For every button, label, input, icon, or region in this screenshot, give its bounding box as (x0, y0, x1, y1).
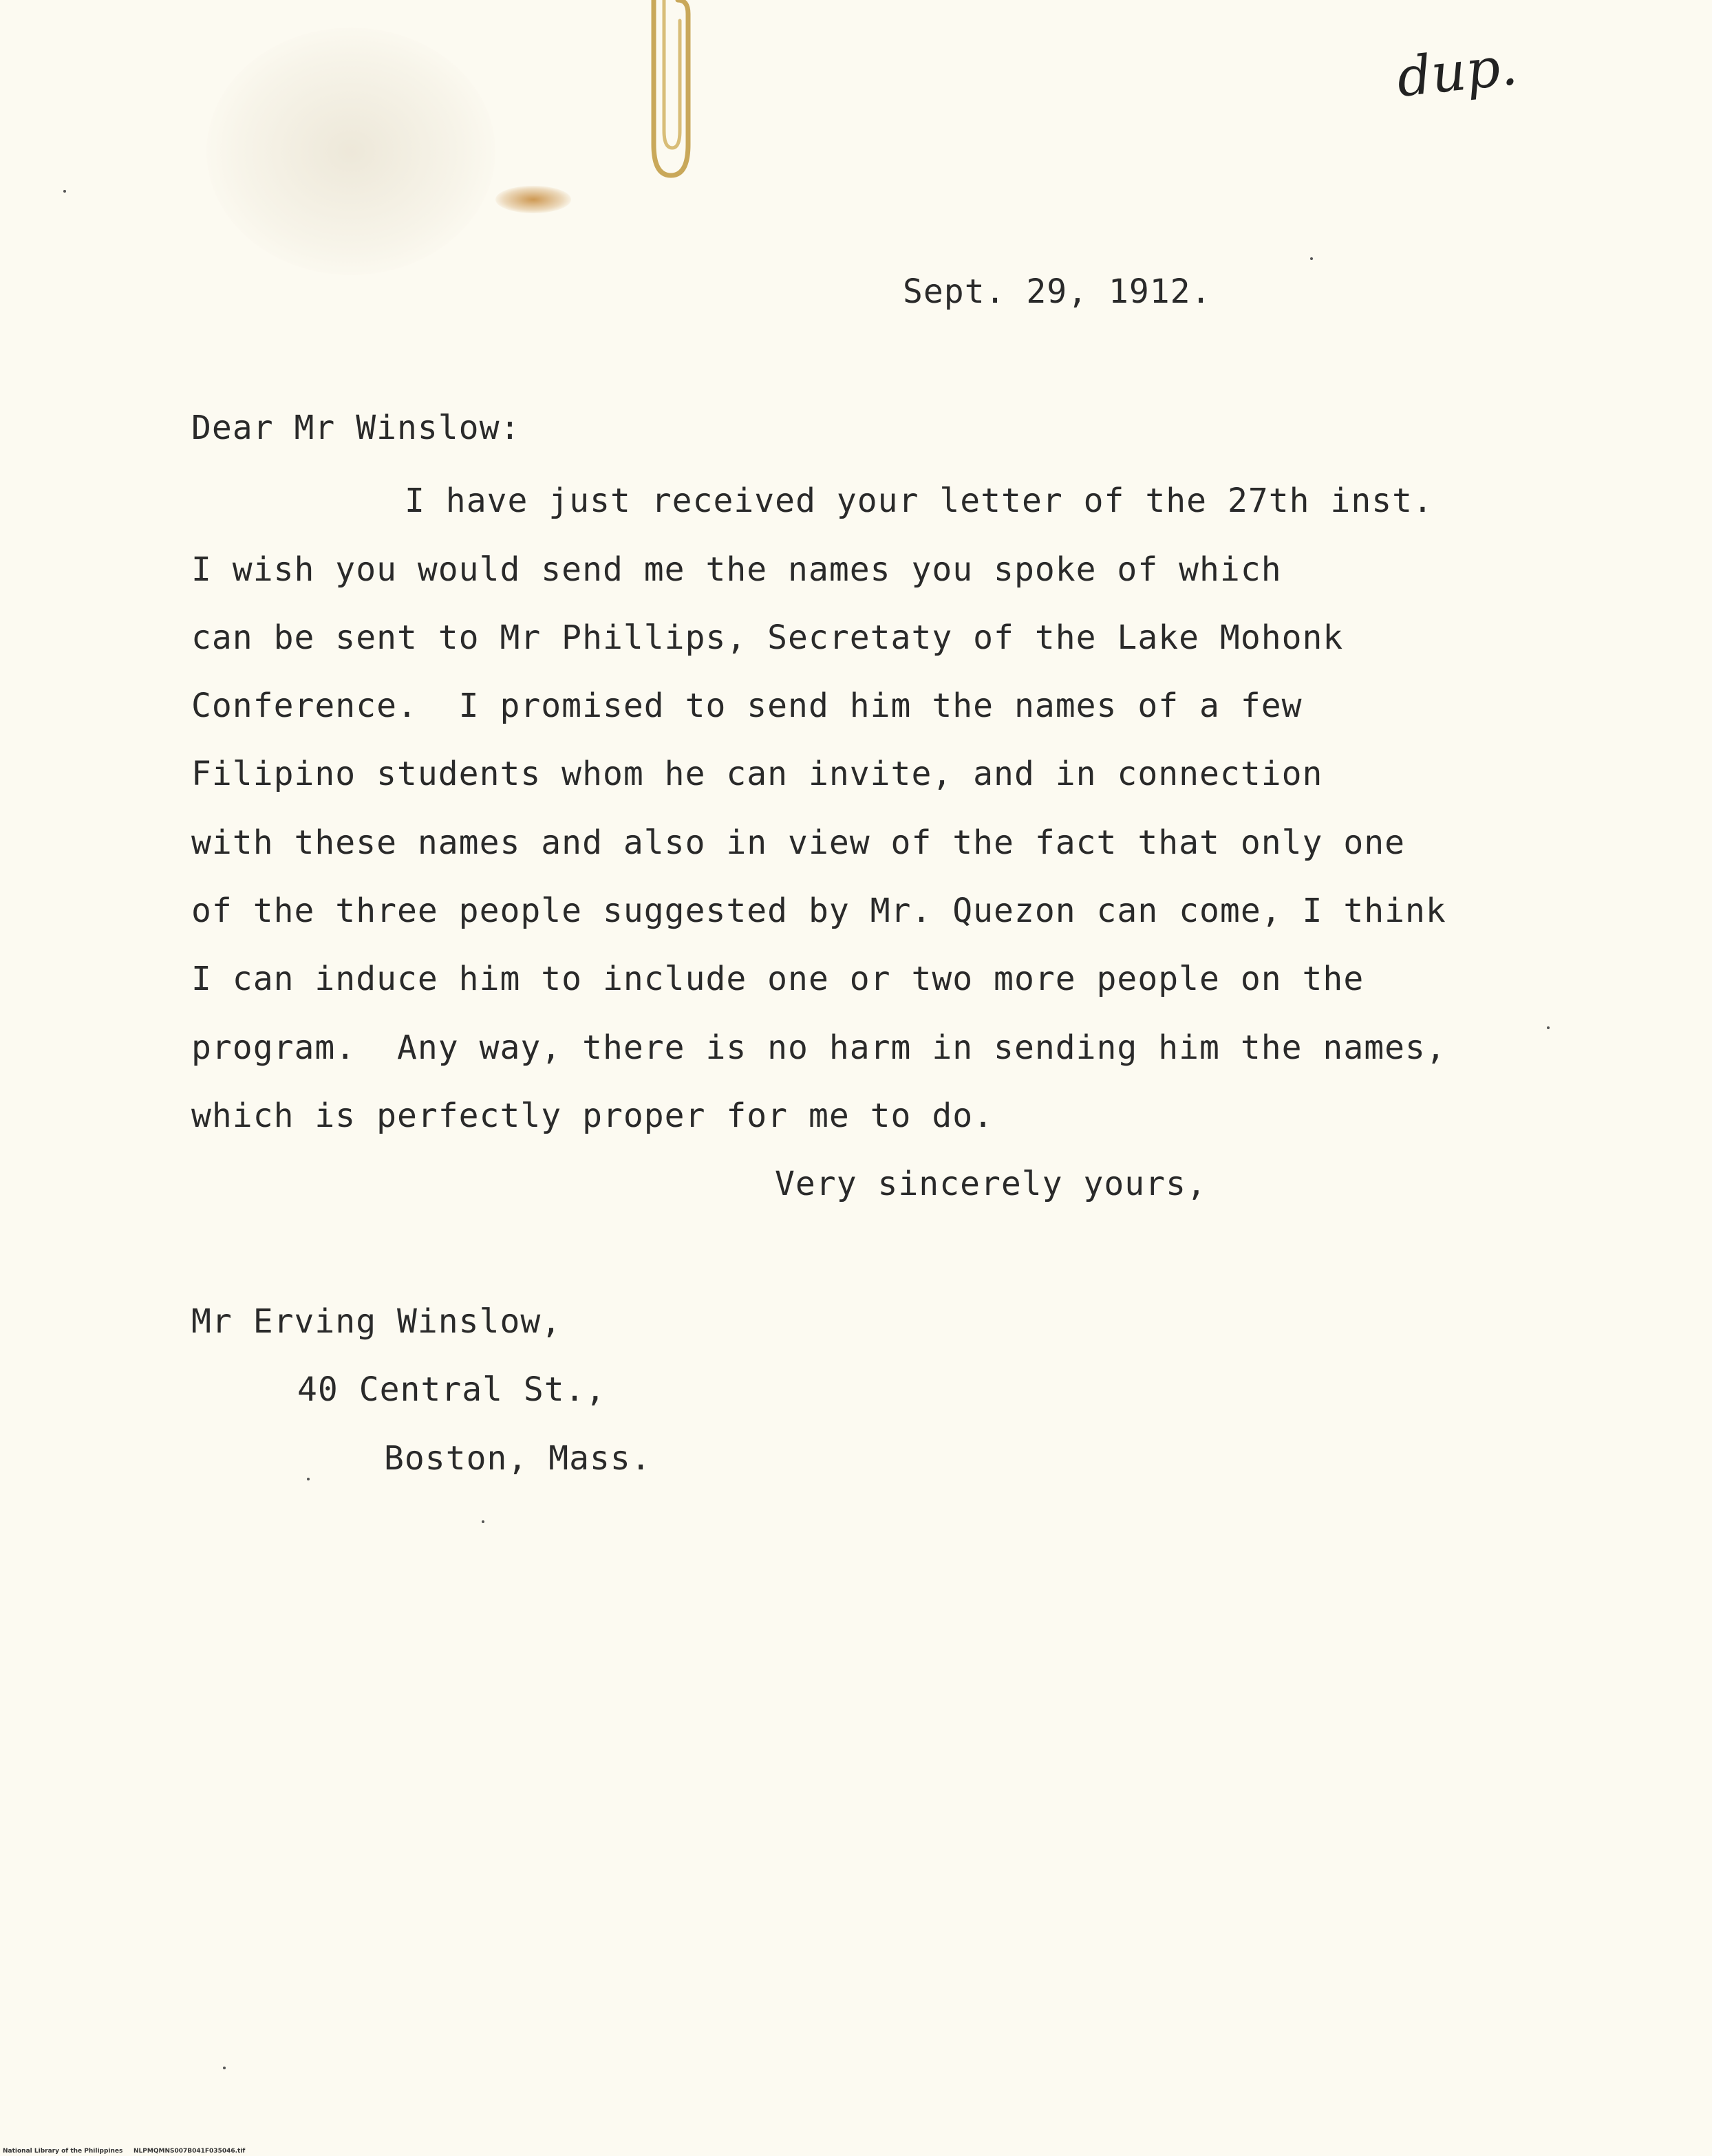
paper-speck (223, 2067, 226, 2069)
recipient-name: Mr Erving Winslow, (191, 1302, 562, 1341)
recipient-street: 40 Central St., (297, 1370, 606, 1409)
body-line: I wish you would send me the names you spoke of which (191, 550, 1282, 589)
body-line: I can induce him to include one or two more people on the (191, 960, 1365, 998)
body-line: of the three people suggested by Mr. Quezon can come, I think (191, 892, 1446, 930)
body-line: Filipino students whom he can invite, and in connection (191, 755, 1323, 793)
paper-speck (1547, 1026, 1550, 1029)
recipient-city: Boston, Mass. (384, 1439, 652, 1478)
paper-speck (63, 190, 66, 193)
body-line: can be sent to Mr Phillips, Secretaty of the Lake Mohonk (191, 618, 1344, 657)
body-line: program. Any way, there is no harm in sending him the names, (191, 1028, 1446, 1067)
paper-speck (1310, 257, 1313, 260)
body-line: which is perfectly proper for me to do. (191, 1097, 994, 1135)
body-line: I have just received your letter of the 27th inst. (405, 482, 1433, 520)
paper-speck (307, 1478, 310, 1480)
paper-speck (482, 1520, 484, 1523)
water-stain (206, 28, 495, 275)
archive-caption: National Library of the Philippines NLPMQMNS007B041F035046.tif (3, 2148, 246, 2155)
closing: Very sincerely yours, (775, 1165, 1207, 1203)
rust-stain (495, 186, 571, 213)
body-line: with these names and also in view of the fact that only one (191, 823, 1406, 862)
paperclip-icon (633, 0, 702, 193)
letter-date: Sept. 29, 1912. (903, 272, 1212, 311)
salutation: Dear Mr Winslow: (191, 409, 521, 447)
handwritten-annotation: dup. (1393, 35, 1521, 109)
body-line: Conference. I promised to send him the names of a few (191, 687, 1303, 725)
